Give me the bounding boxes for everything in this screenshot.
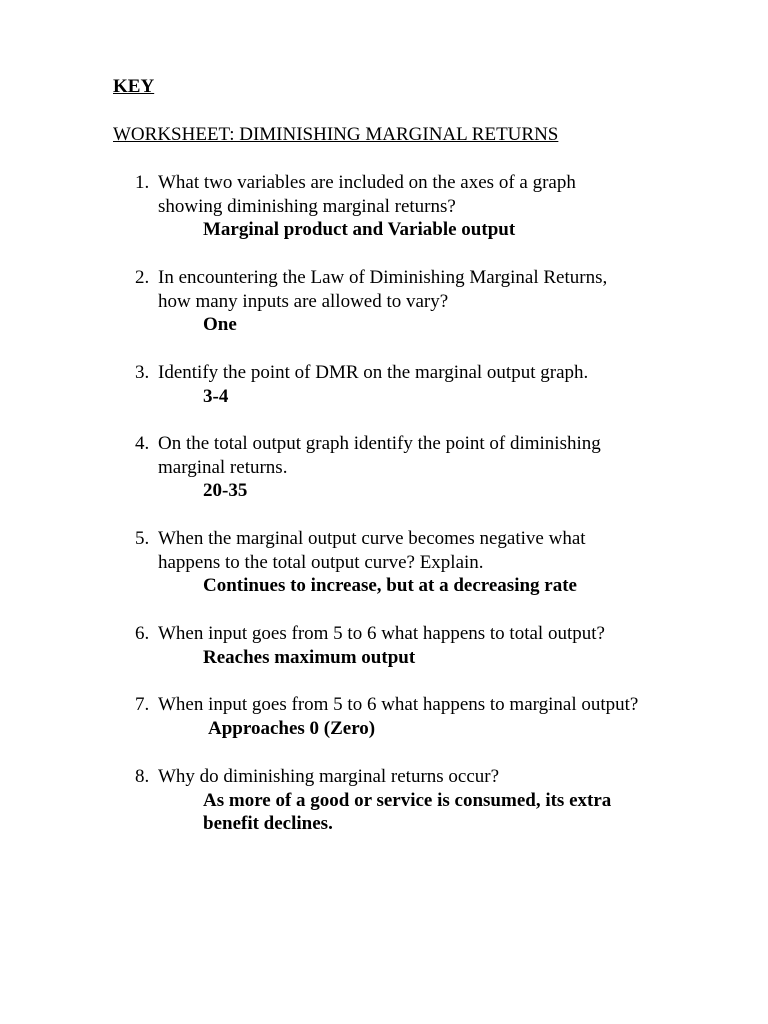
- key-heading: KEY: [113, 76, 155, 97]
- answer-text: 20-35: [203, 480, 248, 502]
- question-text-line: happens to the total output curve? Explain.: [158, 551, 484, 573]
- question-number: 6.: [135, 623, 150, 644]
- question-text-line: When input goes from 5 to 6 what happens to marginal output?: [158, 694, 639, 715]
- question-text-line: how many inputs are allowed to vary?: [158, 290, 449, 312]
- question-text-line: Identify the point of DMR on the marginal output graph.: [158, 362, 589, 383]
- question-text-line: When the marginal output curve becomes negative what: [158, 528, 586, 549]
- question-body: [158, 266, 718, 337]
- answer-text: One: [203, 314, 237, 336]
- question-body: [158, 765, 718, 836]
- question-number: 4.: [135, 433, 150, 454]
- answer-text: Approaches 0 (Zero): [208, 717, 376, 739]
- question-number: 3.: [135, 362, 150, 383]
- question-body: [158, 693, 718, 740]
- question-text-line: On the total output graph identify the point of diminishing: [158, 433, 601, 454]
- question-body: [158, 527, 718, 598]
- question-number: 2.: [135, 267, 150, 288]
- answer-text: 3-4: [203, 385, 229, 407]
- answer-text: benefit declines.: [203, 813, 333, 835]
- question-text-line: showing diminishing marginal returns?: [158, 195, 456, 217]
- question-text-line: marginal returns.: [158, 456, 288, 478]
- question-number: 5.: [135, 528, 150, 549]
- answer-text: As more of a good or service is consumed, its extra: [203, 789, 612, 811]
- question-number: 8.: [135, 766, 150, 787]
- question-body: [158, 432, 718, 503]
- question-body: [158, 361, 718, 408]
- answer-text: Reaches maximum output: [203, 646, 416, 668]
- question-text-line: In encountering the Law of Diminishing Marginal Returns,: [158, 267, 608, 288]
- question-body: [158, 622, 718, 669]
- question-body: [158, 171, 718, 242]
- question-text-line: What two variables are included on the axes of a graph: [158, 172, 576, 193]
- question-number: 1.: [135, 172, 150, 193]
- answer-text: Continues to increase, but at a decreasing rate: [203, 575, 577, 597]
- question-text-line: Why do diminishing marginal returns occur?: [158, 766, 500, 787]
- question-text-line: When input goes from 5 to 6 what happens to total output?: [158, 623, 605, 644]
- question-number: 7.: [135, 694, 150, 715]
- worksheet-title: WORKSHEET: DIMINISHING MARGINAL RETURNS: [113, 124, 559, 145]
- answer-text: Marginal product and Variable output: [203, 219, 516, 241]
